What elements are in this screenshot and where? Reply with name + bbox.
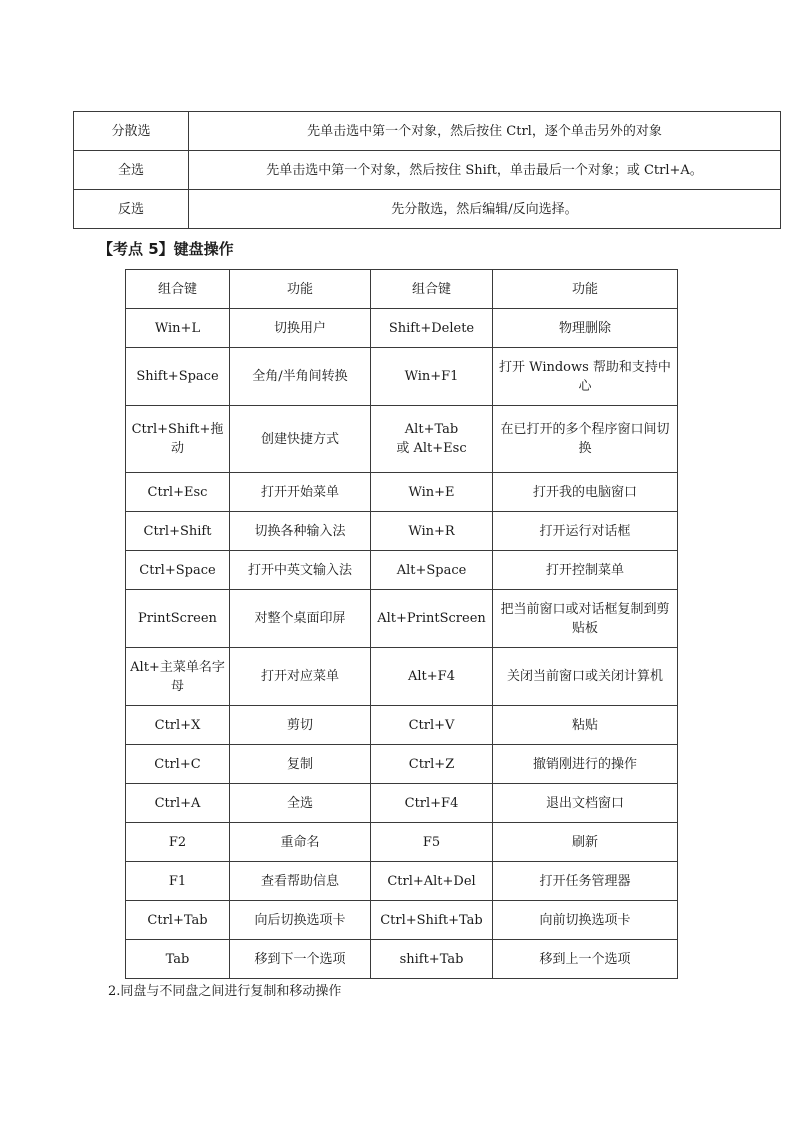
- table-row: [126, 745, 678, 784]
- table-row: [74, 190, 781, 229]
- function-cell: 复制: [230, 745, 371, 784]
- table-row: [126, 784, 678, 823]
- selection-method-cell: 反选: [74, 190, 189, 229]
- function-cell: 切换用户: [230, 309, 371, 348]
- shortcut-key-cell: Ctrl+Alt+Del: [371, 862, 493, 901]
- section-heading: 【考点 5】键盘操作: [98, 240, 234, 258]
- function-cell: 在已打开的多个程序窗口间切换: [493, 406, 678, 473]
- function-cell: 打开开始菜单: [230, 473, 371, 512]
- function-cell: 全角/半角间转换: [230, 348, 371, 406]
- function-cell: 撤销刚进行的操作: [493, 745, 678, 784]
- shortcut-key-cell: Ctrl+Esc: [126, 473, 230, 512]
- function-cell: 向前切换选项卡: [493, 901, 678, 940]
- shortcut-key-cell: Alt+主菜单名字母: [126, 648, 230, 706]
- shortcut-key-cell: Win+L: [126, 309, 230, 348]
- table-row: [126, 823, 678, 862]
- shortcut-key-cell: F1: [126, 862, 230, 901]
- selection-description-cell: 先分散选，然后编辑/反向选择。: [189, 190, 781, 229]
- function-cell: 刷新: [493, 823, 678, 862]
- function-cell: 粘贴: [493, 706, 678, 745]
- table-row: [126, 862, 678, 901]
- function-cell: 切换各种输入法: [230, 512, 371, 551]
- shortcut-key-cell: Win+E: [371, 473, 493, 512]
- shortcut-key-cell: Alt+PrintScreen: [371, 590, 493, 648]
- shortcut-key-cell: Ctrl+C: [126, 745, 230, 784]
- shortcut-key-cell: Ctrl+Shift+Tab: [371, 901, 493, 940]
- shortcut-key-cell: Ctrl+X: [126, 706, 230, 745]
- shortcut-key-cell: F5: [371, 823, 493, 862]
- function-cell: 向后切换选项卡: [230, 901, 371, 940]
- function-cell: 物理删除: [493, 309, 678, 348]
- shortcut-key-cell: Ctrl+Space: [126, 551, 230, 590]
- function-cell: 移到下一个选项: [230, 940, 371, 979]
- shortcut-key-cell: Ctrl+Shift: [126, 512, 230, 551]
- column-header: 组合键: [371, 270, 493, 309]
- table-row: [126, 940, 678, 979]
- function-cell: 打开控制菜单: [493, 551, 678, 590]
- table-row: [126, 590, 678, 648]
- shortcut-key-cell: Ctrl+A: [126, 784, 230, 823]
- function-cell: 移到上一个选项: [493, 940, 678, 979]
- function-cell: 剪切: [230, 706, 371, 745]
- function-cell: 打开中英文输入法: [230, 551, 371, 590]
- shortcut-key-cell: F2: [126, 823, 230, 862]
- shortcut-key-cell: Win+F1: [371, 348, 493, 406]
- function-cell: 把当前窗口或对话框复制到剪贴板: [493, 590, 678, 648]
- shortcut-key-cell: Tab: [126, 940, 230, 979]
- table-row: [126, 648, 678, 706]
- selection-methods-table: [73, 111, 781, 229]
- table-row: [126, 348, 678, 406]
- function-cell: 关闭当前窗口或关闭计算机: [493, 648, 678, 706]
- selection-description-cell: 先单击选中第一个对象，然后按住 Ctrl，逐个单击另外的对象: [189, 112, 781, 151]
- function-cell: 全选: [230, 784, 371, 823]
- shortcut-key-cell: Win+R: [371, 512, 493, 551]
- table-row: [74, 112, 781, 151]
- footer-note: 2.同盘与不同盘之间进行复制和移动操作: [108, 984, 342, 999]
- shortcut-key-cell: Alt+F4: [371, 648, 493, 706]
- selection-description-cell: 先单击选中第一个对象，然后按住 Shift，单击最后一个对象；或 Ctrl+A。: [189, 151, 781, 190]
- function-cell: 重命名: [230, 823, 371, 862]
- table-row: [126, 473, 678, 512]
- function-cell: 退出文档窗口: [493, 784, 678, 823]
- table-row: [126, 901, 678, 940]
- shortcut-key-cell: PrintScreen: [126, 590, 230, 648]
- shortcut-key-cell: Shift+Delete: [371, 309, 493, 348]
- function-cell: 打开 Windows 帮助和支持中心: [493, 348, 678, 406]
- selection-method-cell: 分散选: [74, 112, 189, 151]
- shortcut-key-cell: Alt+Space: [371, 551, 493, 590]
- function-cell: 打开对应菜单: [230, 648, 371, 706]
- selection-method-cell: 全选: [74, 151, 189, 190]
- table-header-row: [126, 270, 678, 309]
- table-row: [74, 151, 781, 190]
- shortcut-key-cell: Ctrl+Z: [371, 745, 493, 784]
- function-cell: 打开运行对话框: [493, 512, 678, 551]
- table-row: [126, 406, 678, 473]
- function-cell: 查看帮助信息: [230, 862, 371, 901]
- function-cell: 打开我的电脑窗口: [493, 473, 678, 512]
- shortcut-key-cell: shift+Tab: [371, 940, 493, 979]
- column-header: 功能: [493, 270, 678, 309]
- column-header: 功能: [230, 270, 371, 309]
- table-row: [126, 512, 678, 551]
- function-cell: 打开任务管理器: [493, 862, 678, 901]
- table-row: [126, 706, 678, 745]
- function-cell: 对整个桌面印屏: [230, 590, 371, 648]
- shortcut-key-cell: Ctrl+V: [371, 706, 493, 745]
- column-header: 组合键: [126, 270, 230, 309]
- shortcut-key-cell: Ctrl+F4: [371, 784, 493, 823]
- table-row: [126, 551, 678, 590]
- shortcut-key-cell: Shift+Space: [126, 348, 230, 406]
- function-cell: 创建快捷方式: [230, 406, 371, 473]
- shortcut-key-cell: Ctrl+Tab: [126, 901, 230, 940]
- table-row: [126, 309, 678, 348]
- shortcut-key-cell: Alt+Tab 或 Alt+Esc: [371, 406, 493, 473]
- shortcut-key-cell: Ctrl+Shift+拖动: [126, 406, 230, 473]
- keyboard-shortcuts-table: [125, 269, 678, 979]
